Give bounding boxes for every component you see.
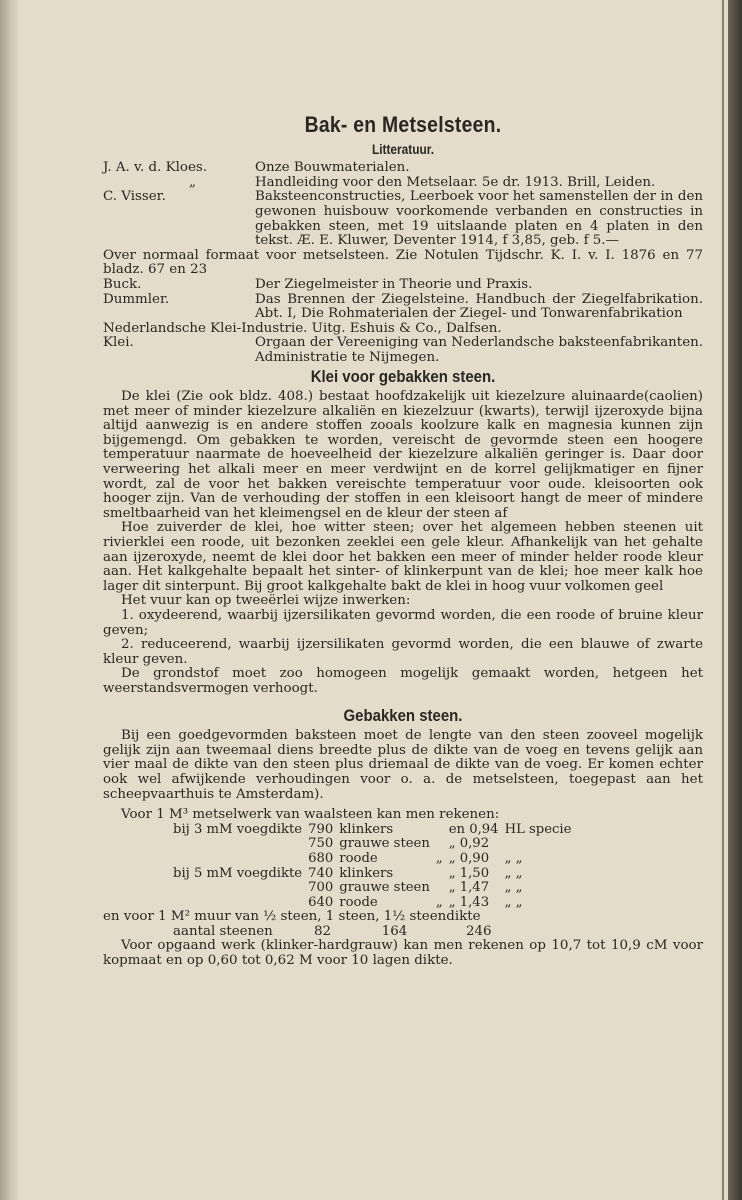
table-cell-ditto — [436, 837, 449, 852]
literature-entry — [103, 190, 703, 248]
stone-count-label: aantal steenen — [173, 923, 273, 939]
table-cell-amount: „ 1,47 — [448, 880, 490, 896]
table-cell-group — [173, 852, 308, 867]
table-cell-group — [173, 881, 308, 896]
table-cell-amount: „ 1,43 — [448, 894, 490, 910]
brick-quantity-table — [173, 823, 577, 911]
baked-section-heading: Gebakken steen. — [343, 705, 463, 725]
table-cell-type: klinkers — [339, 865, 394, 881]
table-cell-ditto — [436, 823, 449, 838]
table-cell-count: 750 — [308, 836, 334, 852]
clay-paragraph: Het vuur kan op tweeërlei wijze inwerken: — [121, 593, 411, 609]
table-cell-type: grauwe steen — [339, 880, 430, 896]
table-cell-count: 700 — [308, 880, 334, 896]
literature-author: „ — [189, 174, 196, 190]
table-cell-group — [173, 837, 308, 852]
masonry-intro: Voor 1 M³ metselwerk van waalsteen kan men rekenen: — [121, 807, 500, 823]
page-spine — [0, 0, 18, 1200]
literature-author: C. Visser. — [103, 189, 166, 205]
table-cell-unit — [505, 837, 578, 852]
closing-paragraph: Voor opgaand werk (klinker-hardgrauw) kan men rekenen op 10,7 tot 10,9 cM voor kopmaat en op 0,60 tot 0,62 M voor 10 lagen dikte. — [103, 938, 703, 969]
stone-count-value: 82 — [314, 923, 332, 939]
literature-entry — [103, 293, 703, 322]
literature-entry — [103, 336, 703, 365]
table-cell-type: grauwe steen — [339, 836, 430, 852]
literature-entry — [103, 176, 703, 191]
table-cell-count: 790 — [308, 821, 334, 837]
table-cell-type: roode — [339, 894, 378, 910]
literature-author: Klei. — [103, 335, 134, 351]
clay-section-heading: Klei voor gebakken steen. — [310, 366, 496, 386]
wall-thickness-line: en voor 1 M² muur van ½ steen, 1 steen, 1½ steendikte — [103, 909, 481, 925]
stone-count-value: 246 — [466, 923, 492, 939]
literature-entry — [103, 161, 703, 176]
page-edge-rule — [722, 0, 724, 1200]
baked-paragraph: Bij een goedgevormden baksteen moet de lengte van den steen zooveel mogelijk gelijk zijn aan tweemaal diens breedte plus de dikte van de voeg en tevens gelijk aan vier maal de dikte van den steen plus driemaal de dikte van de voeg. Er komen echter ook wel afwijkende verhoudingen voor o. a. de metselsteen, toegepast aan het scheepvaarthuis te Amsterdam). — [103, 728, 703, 802]
table-cell-count: 640 — [308, 894, 334, 910]
clay-list-item: 2. reduceerend, waarbij ijzersilikaten gevormd worden, die een blauwe of zwarte kleur geven. — [103, 637, 703, 667]
table-cell-ditto: „ — [435, 850, 443, 866]
table-cell-amount: en 0,94 — [448, 821, 499, 837]
stone-count-value: 164 — [381, 923, 408, 939]
literature-title: Baksteenconstructies, Leerboek voor het samenstellen der in den gewonen huisbouw voorkomende verbanden en constructies in gebakken steen, met 19 uitslaande platen en 4 platen in den tekst. Æ. E. Kluwer, Deventer 1914, f 3,85, geb. f 5.— — [255, 189, 703, 249]
table-cell-type: roode — [339, 850, 378, 866]
table-cell-unit: „ „ — [504, 850, 523, 866]
literature-entry: Nederlandsche Klei-Industrie. Uitg. Eshuis & Co., Dalfsen. — [103, 320, 502, 336]
page-content — [103, 112, 703, 969]
literature-author: Dummler. — [103, 291, 170, 307]
table-cell-unit: „ „ — [504, 880, 523, 896]
table-cell-type: klinkers — [339, 821, 394, 837]
literature-author: Buck. — [103, 276, 142, 292]
literature-list — [103, 161, 703, 365]
literature-title: Orgaan der Vereeniging van Nederlandsche baksteenfabrikanten. Administratie te Nijmegen. — [255, 335, 703, 365]
table-cell-group: bij 5 mM voegdikte — [173, 865, 303, 881]
table-cell-unit: HL specie — [504, 821, 572, 837]
literature-title: Der Ziegelmeister in Theorie und Praxis. — [255, 276, 533, 292]
table-cell-ditto — [436, 867, 449, 882]
clay-paragraph: Hoe zuiverder de klei, hoe witter steen; over het algemeen hebben steenen uit rivierklei een roode, uit bezonken zeeklei een gele kleur. Afhankelijk van het gehalte aan ijzeroxyde, neemt de klei door het bakken een meer of minder helder roode kleur aan. Het kalkgehalte bepaalt het sinter- of klinkerpunt van de klei; hoe meer kalk hoe lager dit sinterpunt. Bij groot kalkgehalte bakt de klei in hoog vuur volkomen geel — [103, 520, 703, 594]
table-row — [173, 867, 577, 882]
page-edge — [728, 0, 742, 1200]
table-cell-unit: „ „ — [504, 865, 523, 881]
table-row — [173, 823, 577, 838]
table-row — [173, 896, 577, 911]
table-cell-amount: „ 0,92 — [448, 836, 490, 852]
table-cell-amount: „ 0,90 — [448, 850, 490, 866]
literature-entry — [103, 278, 703, 293]
page-title: Bak- en Metselsteen. — [304, 112, 502, 137]
table-cell-ditto: „ — [435, 894, 443, 910]
table-row — [173, 852, 577, 867]
literature-heading: Litteratuur. — [371, 141, 435, 157]
table-cell-unit: „ „ — [504, 894, 523, 910]
table-cell-count: 680 — [308, 850, 334, 866]
literature-author: J. A. v. d. Kloes. — [103, 160, 207, 176]
stone-count-line — [173, 925, 703, 940]
table-row — [173, 881, 577, 896]
literature-title: Onze Bouwmaterialen. — [255, 160, 410, 176]
literature-title: Handleiding voor den Metselaar. 5e dr. 1913. Brill, Leiden. — [255, 174, 656, 190]
clay-paragraph: De klei (Zie ook bldz. 408.) bestaat hoofdzakelijk uit kiezelzure aluinaarde(caolien) met meer of minder kiezelzure alkaliën en kiezelzuur (kwarts), terwijl ijzeroxyde bijna altijd aanwezig is en andere stoffen zooals koolzure kalk en magnesia kunnen zijn bijgemengd. Om gebakken te worden, vereischt de gevormde steen een hoogere temperatuur naarmate de hoeveelheid der kiezelzure alkaliën geringer is. Daar door verweering het alkali meer en meer verdwijnt en de korrel gelijkmatiger en fijner wordt, zal de voor het bakken vereischte temperatuur voor oude. kleisoorten ook hooger zijn. Van de verhouding der stoffen in een kleisoort hangt de meer of mindere smeltbaarheid van het kleimengsel en de kleur der steen af — [103, 389, 703, 521]
clay-paragraph: De grondstof moet zoo homogeen mogelijk gemaakt worden, hetgeen het weerstandsvermogen verhoogt. — [103, 666, 703, 696]
table-cell-ditto — [436, 881, 449, 896]
literature-title: Das Brennen der Ziegelsteine. Handbuch der Ziegelfabrikation. Abt. I, Die Rohmaterialen der Ziegel- und Tonwarenfabrikation — [255, 291, 703, 322]
clay-list-item: 1. oxydeerend, waarbij ijzersilikaten gevormd worden, die een roode of bruine kleur geven; — [103, 608, 703, 638]
table-row — [173, 837, 577, 852]
table-cell-count: 740 — [308, 865, 334, 881]
table-cell-group: bij 3 mM voegdikte — [173, 821, 303, 837]
table-cell-group — [173, 896, 308, 911]
literature-entry: Over normaal formaat voor metselsteen. Zie Notulen Tijdschr. K. I. v. I. 1876 en 77 bladz. 67 en 23 — [103, 247, 703, 278]
table-cell-amount: „ 1,50 — [448, 865, 490, 881]
